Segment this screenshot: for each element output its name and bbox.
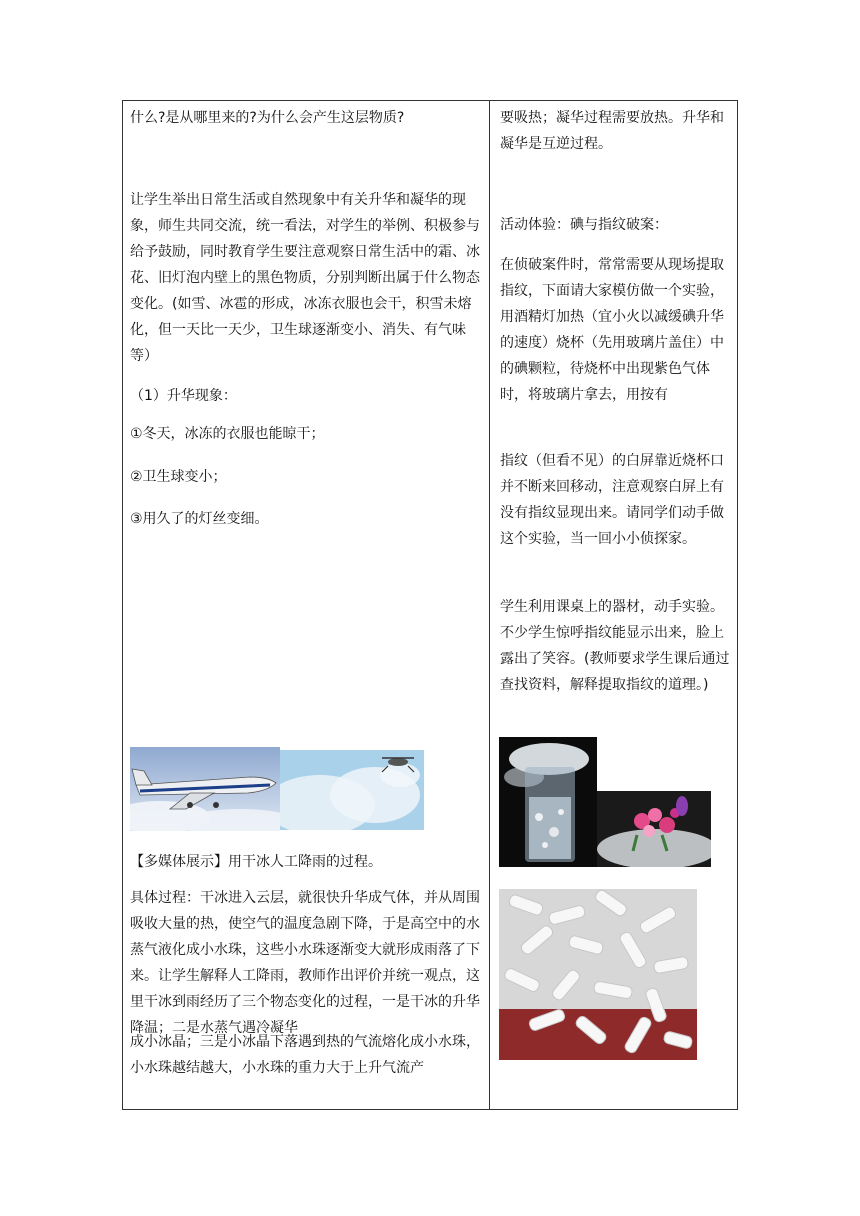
right-students-paragraph: 学生利用课桌上的器材，动手实验。不少学生惊呼指纹能显示出来，脸上露出了笑容。(教师要求学生课后通过查找资料，解释提取指纹的道理。): [500, 599, 730, 693]
left-item-1: ①冬天，冰冻的衣服也能晾干；: [130, 426, 325, 442]
right-paragraph-summary: 要吸热；凝华过程需要放热。升华和凝华是互逆过程。: [500, 110, 724, 152]
flowers-fog-image: [597, 791, 711, 867]
left-multimedia-heading: 【多媒体展示】用干冰人工降雨的过程。: [130, 854, 382, 870]
right-experiment-paragraph: 在侦破案件时，常常需要从现场提取指纹，下面请大家模仿做一个实验，用酒精灯加热（宜小火以减缓碘升华的速度）烧杯（先用玻璃片盖住）中的碘颗粒，待烧杯中出现紫色气体时，将玻璃片拿去，用按有: [500, 257, 724, 403]
right-activity-heading: 活动体验：碘与指纹破案：: [500, 217, 668, 233]
left-paragraph-discussion: 让学生举出日常生活或自然现象中有关升华和凝华的现象，师生共同交流，统一看法，对学生的举例、积极参与给予鼓励，同时教育学生要注意观察日常生活中的霜、冰花、旧灯泡内壁上的黑色物质，分别判断出属于什么物态变化。(如雪、冰雹的形成，冰冻衣服也会干，积雪未熔化，但一天比一天少，卫生球逐渐变小、消失、有气味等）: [130, 192, 480, 364]
airplane-image: [130, 747, 280, 831]
left-heading-sublimation: （1）升华现象：: [130, 388, 237, 404]
column-divider: [489, 100, 490, 1110]
left-process-paragraph: 具体过程：干冰进入云层，就很快升华成气体，并从周围吸收大量的热，使空气的温度急剧下降，于是高空中的水蒸气液化成小水珠，这些小水珠逐渐变大就形成雨落了下来。让学生解释人工降雨，教师作出评价并统一观点，这里干冰到雨经历了三个物态变化的过程，一是干冰的升华降温；二是水蒸气遇冷凝华: [130, 890, 480, 1036]
dry-ice-glass-image: [499, 737, 597, 867]
cloud-seeding-image: [280, 750, 424, 830]
left-item-2: ②卫生球变小；: [130, 469, 227, 485]
right-fingerprint-paragraph: 指纹（但看不见）的白屏靠近烧杯口并不断来回移动，注意观察白屏上有没有指纹显现出来。请同学们动手做这个实验，当一回小小侦探家。: [500, 453, 724, 547]
left-item-3: ③用久了的灯丝变细。: [130, 511, 269, 527]
left-process-continued: 成小冰晶；三是小冰晶下落遇到热的气流熔化成小水珠，小水珠越结越大，小水珠的重力大于上升气流产: [130, 1034, 480, 1076]
dry-ice-pellets-image: [499, 889, 697, 1060]
left-paragraph-question: 什么?是从哪里来的?为什么会产生这层物质?: [130, 110, 405, 126]
